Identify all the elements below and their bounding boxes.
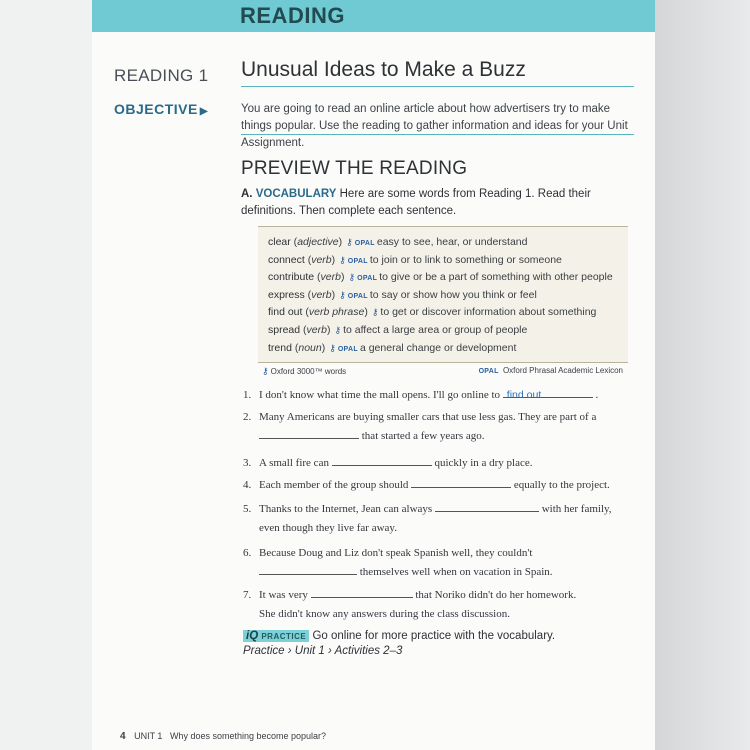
iq-practice-badge[interactable] <box>243 630 309 642</box>
answer-blank[interactable] <box>332 454 432 466</box>
vocab-definition: to say or show how you think or feel <box>369 288 537 301</box>
vocab-list <box>268 236 628 359</box>
exercise-number: 6. <box>243 547 252 559</box>
key-icon: ⚷ <box>348 272 356 283</box>
vocab-item: spread (verb) ⚷ to affect a large area or group of people <box>268 323 528 336</box>
vocab-item: find out (verb phrase) ⚷ to get or discover information about something <box>268 306 597 319</box>
vocab-word: trend <box>268 341 292 354</box>
exercise-text: Each member of the group should <box>259 479 409 491</box>
instruction-text: Here are some words from Reading 1. Read their definitions. Then complete each sentence. <box>241 188 591 217</box>
vocab-item: trend (noun) ⚷ OPAL a general change or development <box>268 341 517 354</box>
exercise-text: Many Americans are buying smaller cars that use less gas. They are part of a <box>259 411 597 423</box>
vocab-pos: noun <box>298 341 322 354</box>
exercise-text: It was very <box>259 589 308 601</box>
vocab-item: express (verb) ⚷ OPAL to say or show how you think or feel <box>268 288 537 301</box>
vocab-definition: to affect a large area or group of people <box>343 323 528 336</box>
vocab-definition: to give or be a part of something with other people <box>379 271 613 284</box>
vocab-item: contribute (verb) ⚷ OPAL to give or be a part of something with other people <box>268 271 613 284</box>
vocab-word: connect <box>268 253 305 266</box>
key-icon: ⚷ <box>329 342 336 353</box>
key-icon: ⚷ <box>346 237 353 247</box>
exercise-item <box>243 386 633 405</box>
vocab-definition: to join or to link to something or someone <box>369 253 562 266</box>
unit-question: Why does something become popular? <box>169 731 327 741</box>
vocab-label: VOCABULARY <box>255 188 337 200</box>
answer-blank[interactable] <box>411 476 511 488</box>
exercise-number: 7. <box>243 589 252 601</box>
vocab-definition: a general change or development <box>359 341 517 354</box>
iq-practice-line <box>243 630 555 642</box>
exercise-item <box>243 476 633 495</box>
exercise-text: . <box>595 389 599 401</box>
exercise-text: A small fire can <box>259 457 329 469</box>
vocab-word: find out <box>268 306 303 319</box>
exercise-text: She didn't know any answers during the class discussion. <box>259 608 510 620</box>
vocab-word: express <box>268 288 305 301</box>
vocab-instructions <box>241 186 641 220</box>
iq-practice-text: Go online for more practice with the vocabulary. <box>312 630 556 642</box>
exercise-text: equally to the project. <box>513 479 610 491</box>
vocab-definition: to get or discover information about something <box>380 306 597 319</box>
vocab-word: clear <box>268 236 291 248</box>
exercise-text: quickly in a dry place. <box>434 457 533 469</box>
exercise-text: Thanks to the Internet, Jean can always <box>259 503 433 515</box>
objective-text-label: OBJECTIVE <box>114 101 198 117</box>
exercise-number: 5. <box>243 503 252 515</box>
vocab-item: connect (verb) ⚷ OPAL to join or to link to something or someone <box>268 253 562 266</box>
opal-tag: OPAL <box>478 368 499 375</box>
key-icon: ⚷ <box>334 324 342 335</box>
opal-tag: OPAL <box>354 240 375 247</box>
legend-oxford-3000: Oxford 3000™ words <box>270 367 347 376</box>
key-icon: ⚷ <box>262 366 269 376</box>
exercise-item <box>243 544 633 582</box>
exercise-text: even though they live far away. <box>259 522 397 534</box>
exercise-number: 4. <box>243 479 252 491</box>
opal-tag: OPAL <box>357 275 378 283</box>
exercise-number: 1. <box>243 389 252 401</box>
triangle-right-icon: ▶ <box>199 106 209 117</box>
page-number: 4 <box>120 731 126 742</box>
answer-blank[interactable] <box>311 586 413 598</box>
vocab-pos: verb <box>306 323 327 336</box>
vocab-pos: verb <box>320 271 341 284</box>
vocab-pos: verb phrase <box>308 306 365 319</box>
section-title: READING <box>240 3 345 28</box>
answer-blank[interactable] <box>435 500 539 512</box>
exercise-text: that started a few years ago. <box>361 430 485 442</box>
exercise-item <box>243 500 633 538</box>
exercise-text: Because Doug and Liz don't speak Spanish well, they couldn't <box>259 547 533 559</box>
vocab-pos: verb <box>311 288 332 301</box>
exercise-item <box>243 454 633 473</box>
page-left-margin <box>0 0 92 750</box>
reading-title: Unusual Ideas to Make a Buzz <box>241 58 526 81</box>
practice-path: Practice › Unit 1 › Activities 2–3 <box>243 645 403 657</box>
exercise-letter: A. <box>241 188 253 200</box>
exercise-text: that Noriko didn't do her homework. <box>415 589 577 601</box>
opal-tag: OPAL <box>347 257 368 265</box>
vocab-legend <box>258 366 623 377</box>
opal-tag: OPAL <box>337 345 358 353</box>
vocab-pos: adjective <box>297 236 339 248</box>
answer-blank[interactable] <box>259 563 357 575</box>
vocab-word: contribute <box>268 271 315 284</box>
answer-text: find out <box>506 389 542 401</box>
legend-opal-text: Oxford Phrasal Academic Lexicon <box>502 366 623 375</box>
unit-label: UNIT 1 <box>134 731 163 741</box>
iq-logo: iQ <box>246 630 259 642</box>
exercise-number: 2. <box>243 411 252 423</box>
legend-opal <box>479 366 623 375</box>
exercise-text: I don't know what time the mall opens. I'll go online to <box>259 389 501 401</box>
key-icon: ⚷ <box>371 307 379 318</box>
exercise-text: themselves well when on vacation in Spain. <box>359 566 553 578</box>
vocab-word: spread <box>268 323 301 336</box>
exercise-number: 3. <box>243 457 252 469</box>
preview-heading: PREVIEW THE READING <box>241 158 468 179</box>
section-header-bar <box>92 0 655 32</box>
opal-tag: OPAL <box>347 292 368 300</box>
answer-blank[interactable] <box>503 386 593 401</box>
reading-label: READING 1 <box>114 66 209 85</box>
exercise-item <box>243 586 633 624</box>
objective-text: You are going to read an online article about how advertisers try to make things popular. Use the reading to gather information and ideas for your Unit Assignment. <box>241 103 628 149</box>
exercise-text: with her family, <box>541 503 612 515</box>
exercise-item <box>243 408 633 446</box>
divider <box>241 86 634 87</box>
key-icon: ⚷ <box>339 289 346 300</box>
page-right-margin <box>655 0 750 750</box>
practice-label: PRACTICE <box>261 632 307 641</box>
vocab-pos: verb <box>311 253 332 266</box>
divider <box>241 134 634 135</box>
objective-label <box>114 101 208 117</box>
vocab-definition: easy to see, hear, or understand <box>376 236 528 248</box>
key-icon: ⚷ <box>339 254 346 265</box>
answer-blank[interactable] <box>259 427 359 439</box>
vocab-item: clear (adjective) ⚷ OPAL easy to see, hear, or understand <box>268 236 528 248</box>
page-footer <box>120 731 326 742</box>
